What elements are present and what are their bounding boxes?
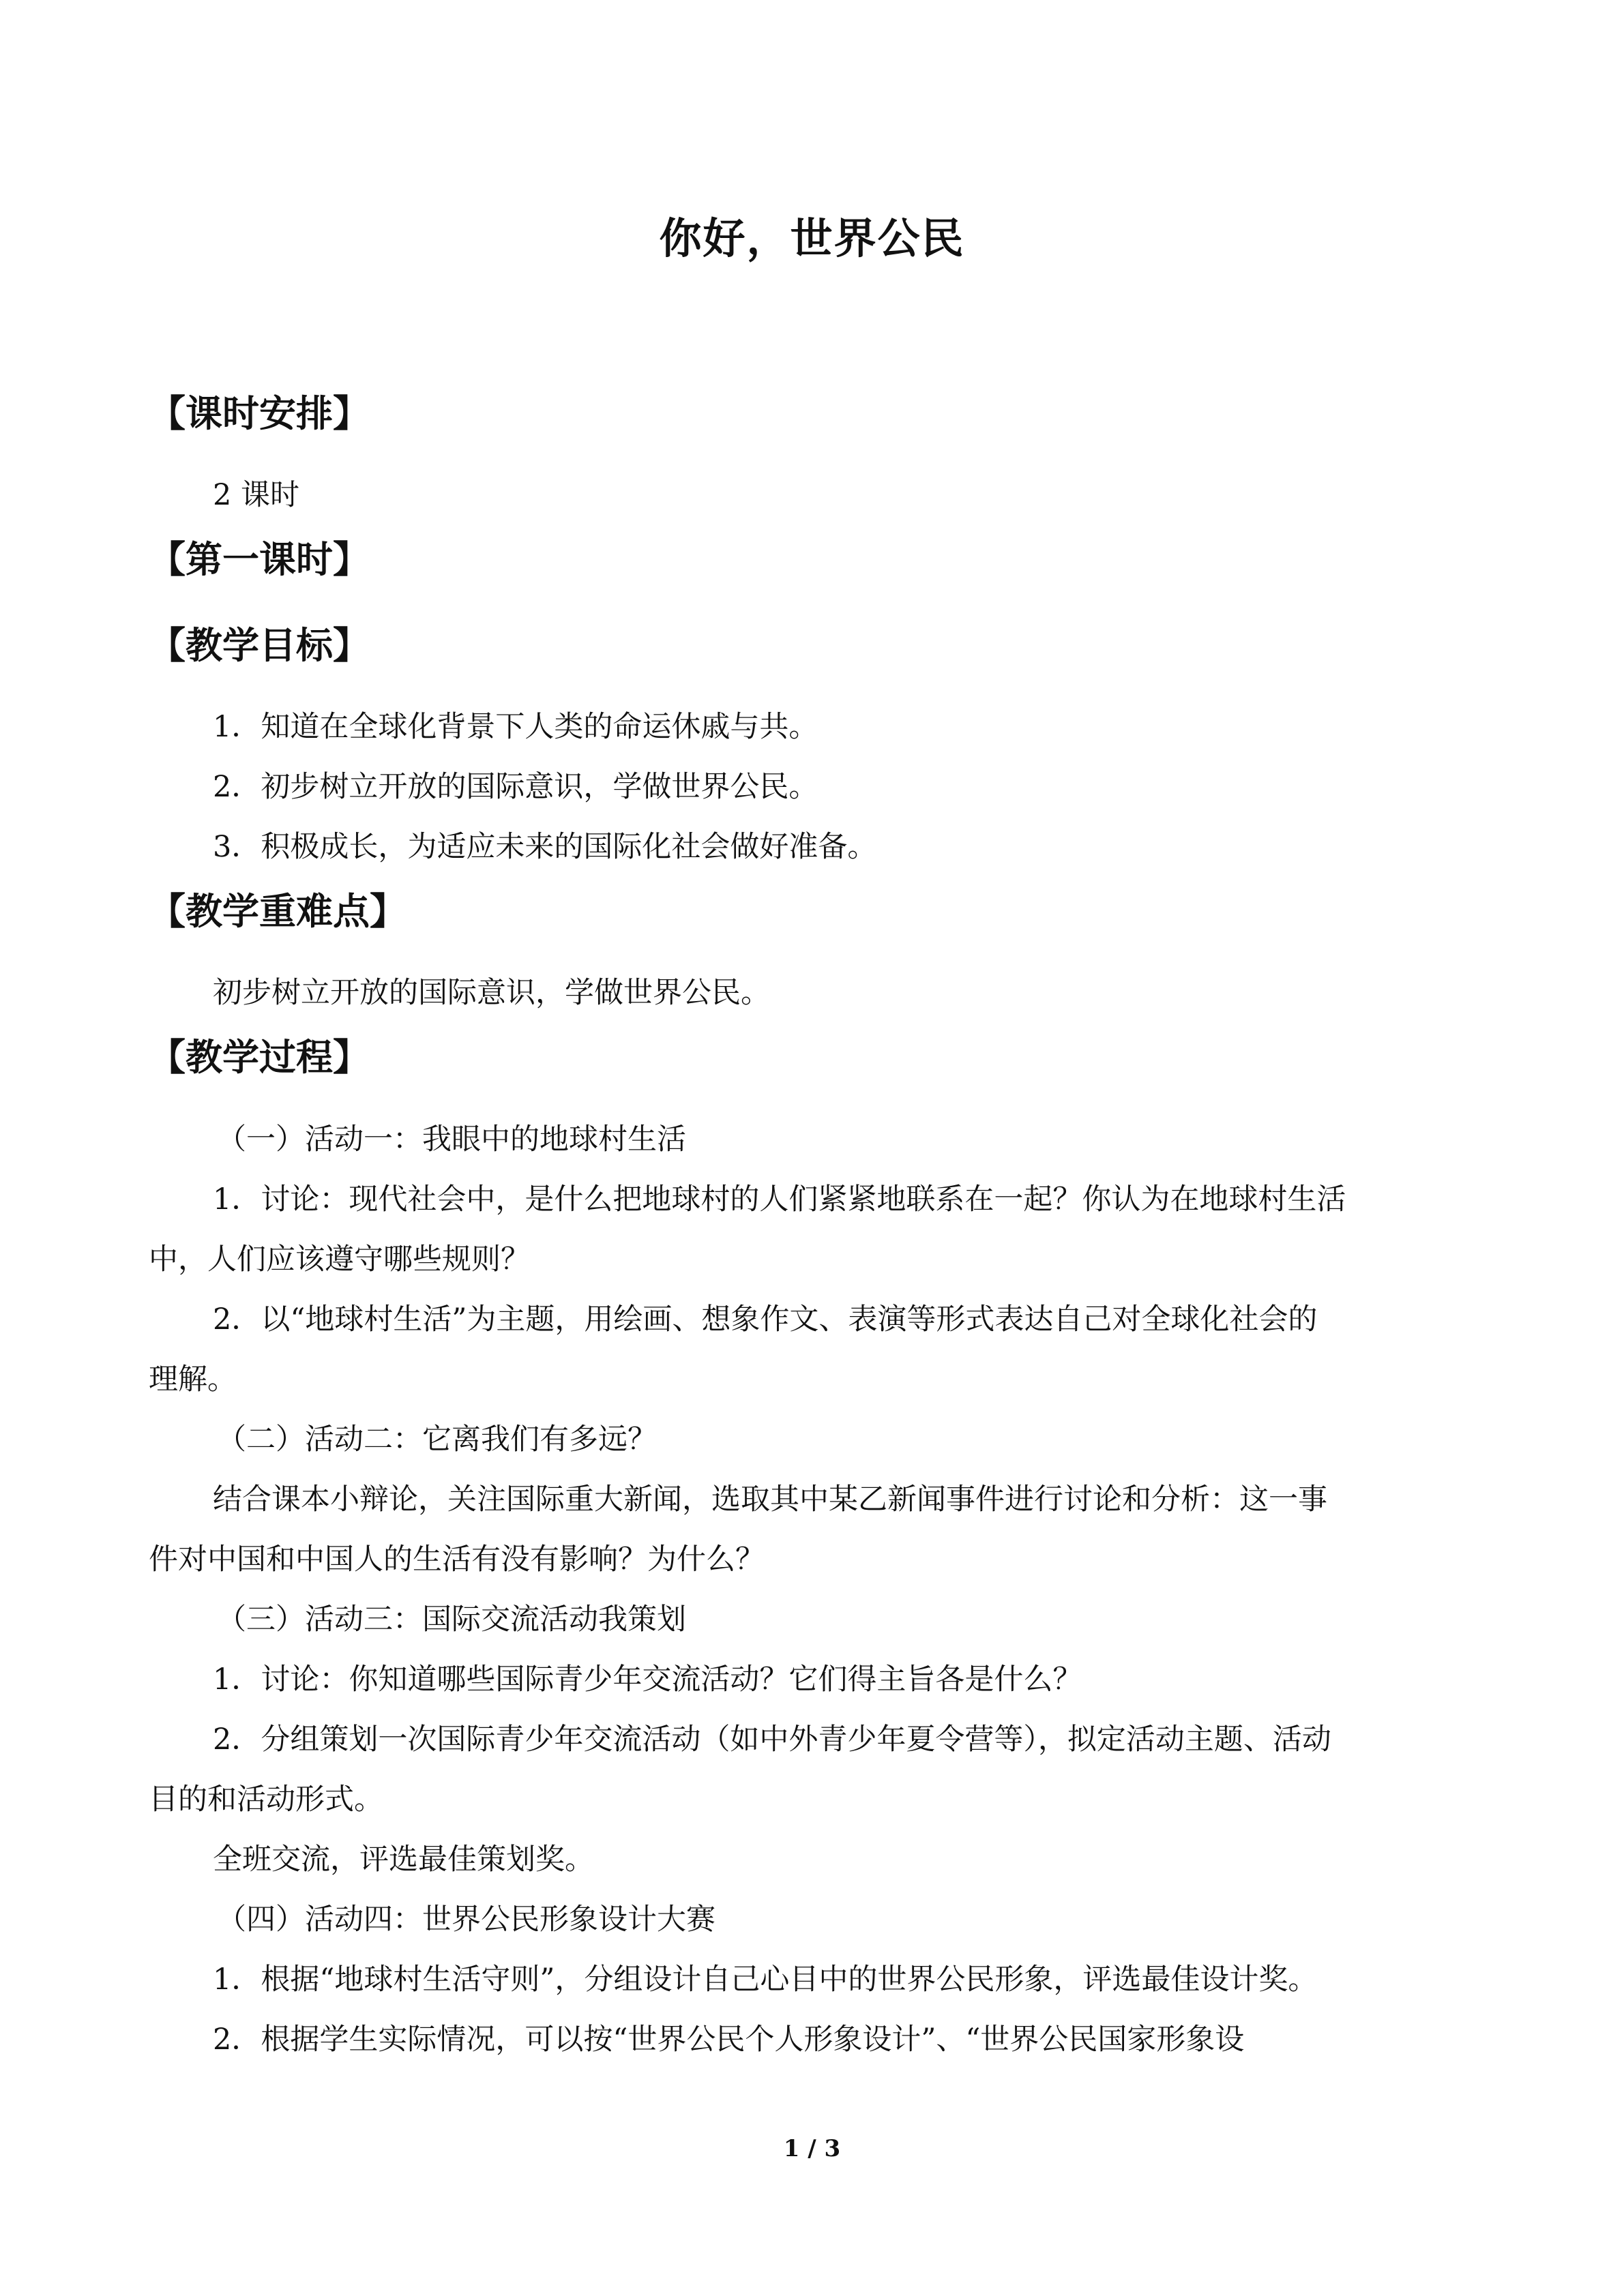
heading-first-lesson: 【第一课时】	[149, 538, 370, 581]
activity-1-item-2-line-2: 理解。	[149, 1362, 237, 1397]
activity-3-text: 全班交流，评选最佳策划奖。	[213, 1843, 594, 1877]
page-number: 1 / 3	[783, 2135, 841, 2162]
activity-2-text-line-2: 件对中国和中国人的生活有没有影响？为什么？	[149, 1542, 765, 1577]
heading-objectives: 【教学目标】	[149, 624, 370, 667]
activity-1-item-2-line-1: 2．以“地球村生活”为主题，用绘画、想象作文、表演等形式表达自己对全球化社会的	[213, 1302, 1318, 1337]
heading-key-points: 【教学重难点】	[149, 890, 407, 933]
objective-item-3: 3．积极成长，为适应未来的国际化社会做好准备。	[213, 830, 877, 864]
activity-3-item-2-line-2: 目的和活动形式。	[149, 1783, 383, 1817]
activity-1-item-1-line-2: 中，人们应该遵守哪些规则？	[149, 1242, 530, 1277]
activity-3-item-2-line-1: 2．分组策划一次国际青少年交流活动（如中外青少年夏令营等），拟定活动主题、活动	[213, 1723, 1331, 1757]
activity-1-title: （一）活动一：我眼中的地球村生活	[217, 1122, 686, 1157]
activity-3-title: （三）活动三：国际交流活动我策划	[217, 1602, 686, 1637]
activity-4-item-2-line-1: 2．根据学生实际情况，可以按“世界公民个人形象设计”、“世界公民国家形象设	[213, 2023, 1245, 2057]
objective-item-1: 1．知道在全球化背景下人类的命运休戚与共。	[213, 710, 818, 744]
activity-3-item-1: 1．讨论：你知道哪些国际青少年交流活动？它们得主旨各是什么？	[213, 1663, 1082, 1697]
heading-schedule: 【课时安排】	[149, 392, 370, 435]
activity-2-text-line-1: 结合课本小辩论，关注国际重大新闻，选取其中某乙新闻事件进行讨论和分析：这一事	[213, 1482, 1327, 1517]
activity-4-item-1: 1．根据“地球村生活守则”，分组设计自己心目中的世界公民形象，评选最佳设计奖。	[213, 1963, 1318, 1997]
activity-4-title: （四）活动四：世界公民形象设计大赛	[217, 1903, 715, 1937]
heading-process: 【教学过程】	[149, 1036, 370, 1079]
activity-2-title: （二）活动二：它离我们有多远？	[217, 1422, 657, 1457]
schedule-text: 2 课时	[213, 478, 300, 512]
objective-item-2: 2．初步树立开放的国际意识，学做世界公民。	[213, 770, 818, 804]
key-points-text: 初步树立开放的国际意识，学做世界公民。	[213, 976, 770, 1010]
page-title: 你好，世界公民	[659, 213, 965, 263]
activity-1-item-1-line-1: 1．讨论：现代社会中，是什么把地球村的人们紧紧地联系在一起？你认为在地球村生活	[213, 1182, 1346, 1217]
